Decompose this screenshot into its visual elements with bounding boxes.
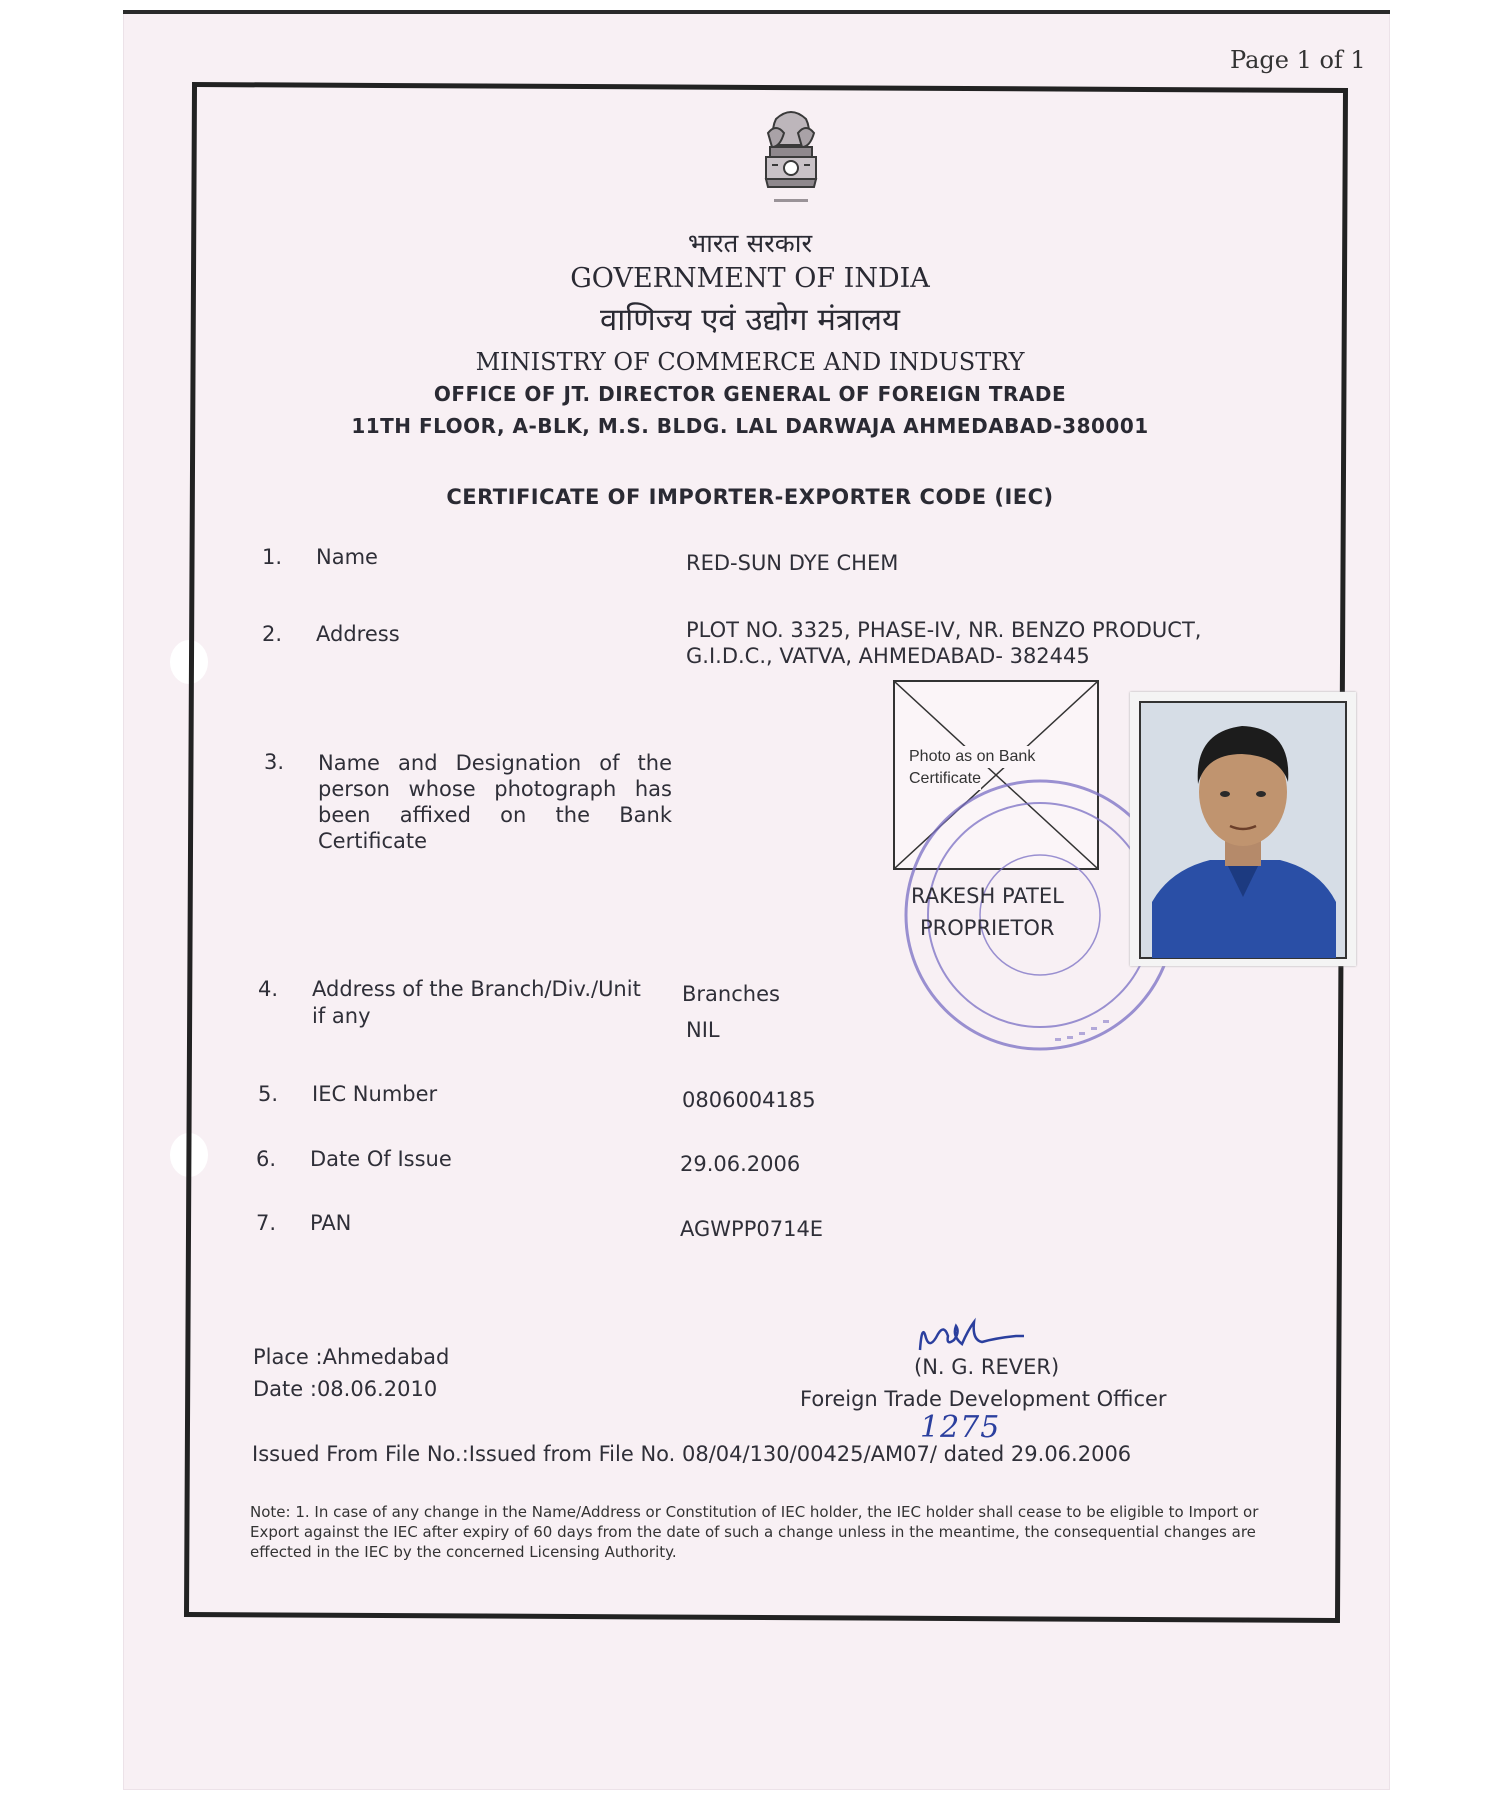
signatory-name: (N. G. REVER) xyxy=(914,1355,1060,1379)
field-label-photo-person: Name and Designation of the person whose photograph has been affixed on the Bank Certificate xyxy=(318,751,672,853)
certificate-title: CERTIFICATE OF IMPORTER-EXPORTER CODE (IEC) xyxy=(446,485,1054,509)
office-address: 11TH FLOOR, A-BLK, M.S. BLDG. LAL DARWAJA AHMEDABAD-380001 xyxy=(351,414,1149,438)
field-value-branches-heading: Branches xyxy=(682,982,780,1006)
scan-top-edge xyxy=(123,10,1390,14)
field-label-address: Address xyxy=(316,622,400,646)
hindi-government-heading: भारत सरकार xyxy=(687,229,813,259)
photo-box-label-line1: Photo as on Bank xyxy=(909,746,1035,768)
field-label-date-of-issue: Date Of Issue xyxy=(310,1147,452,1171)
person-photo-icon xyxy=(1130,692,1356,966)
field-number: 5. xyxy=(258,1082,279,1106)
officer-signature xyxy=(916,1310,1046,1360)
page-number: Page 1 of 1 xyxy=(1230,46,1366,74)
field-label-iec-number: IEC Number xyxy=(312,1082,438,1106)
field-label-name: Name xyxy=(316,545,378,569)
field-number: 3. xyxy=(264,750,285,774)
field-number: 4. xyxy=(258,977,279,1001)
field-number: 1. xyxy=(262,545,283,569)
photo-person-designation: PROPRIETOR xyxy=(920,916,1055,940)
issued-file-number: Issued From File No.:Issued from File No. 08/04/130/00425/AM07/ dated 29.06.2006 xyxy=(252,1442,1132,1466)
field-value-address-line2: G.I.D.C., VATVA, AHMEDABAD- 382445 xyxy=(686,644,1090,668)
field-value-date-of-issue: 29.06.2006 xyxy=(680,1152,801,1176)
field-label-branch-line1: Address of the Branch/Div./Unit xyxy=(312,977,641,1001)
signatory-designation: Foreign Trade Development Officer xyxy=(800,1387,1167,1411)
photo-person-name: RAKESH PATEL xyxy=(911,884,1064,908)
field-number: 7. xyxy=(256,1211,277,1235)
handwritten-number: 1275 xyxy=(920,1410,1001,1445)
field-number: 2. xyxy=(262,622,283,646)
ministry-heading: MINISTRY OF COMMERCE AND INDUSTRY xyxy=(475,348,1025,376)
field-value-pan: AGWPP0714E xyxy=(680,1217,824,1241)
certificate-note: Note: 1. In case of any change in the Name/Address or Constitution of IEC holder, the IEC holder shall cease to be eligible to Import or Export against the IEC after expiry of 60 days from the date of such a change unless in the meantime, the consequential changes are effected in the IEC by the concerned Licensing Authority. xyxy=(250,1503,1259,1561)
passport-photo xyxy=(1130,692,1356,966)
field-label-branch-line2: if any xyxy=(312,1004,371,1028)
issue-place: Place :Ahmedabad xyxy=(253,1345,450,1369)
office-heading: OFFICE OF JT. DIRECTOR GENERAL OF FOREIGN TRADE xyxy=(433,382,1067,406)
issue-date: Date :08.06.2010 xyxy=(253,1377,438,1401)
field-value-branches: NIL xyxy=(686,1018,720,1042)
field-value-address-line1: PLOT NO. 3325, PHASE-IV, NR. BENZO PRODUCT, xyxy=(686,618,1202,642)
photo-box-label-line2: Certificate xyxy=(909,768,981,790)
hindi-ministry-heading: वाणिज्य एवं उद्योग मंत्रालय xyxy=(599,302,901,338)
field-label-pan: PAN xyxy=(310,1211,352,1235)
field-number: 6. xyxy=(256,1147,277,1171)
field-value-iec-number: 0806004185 xyxy=(682,1088,816,1112)
national-emblem-icon xyxy=(756,105,826,213)
field-value-name: RED-SUN DYE CHEM xyxy=(686,551,899,575)
government-heading: GOVERNMENT OF INDIA xyxy=(570,263,930,294)
